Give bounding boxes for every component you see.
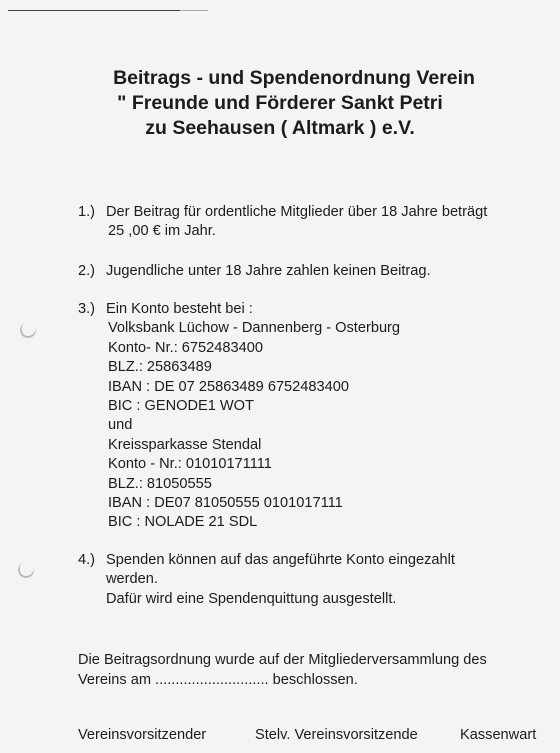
- title-line-1: Beitrags - und Spendenordnung Verein: [113, 67, 475, 89]
- item-line: Jugendliche unter 18 Jahre zahlen keinen Beitrag.: [106, 263, 431, 279]
- item-text: [106, 551, 455, 609]
- item-number: 3.): [78, 301, 96, 317]
- item-text: [106, 300, 400, 533]
- bank-code: BLZ.: 81050555: [108, 475, 212, 492]
- item-number: 1.): [78, 204, 96, 220]
- iban: IBAN : DE 07 25863489 6752483400: [108, 378, 349, 395]
- top-rule-line: [8, 10, 180, 11]
- item-line: 25 ,00 € im Jahr.: [108, 223, 216, 240]
- item-intro: Ein Konto besteht bei :: [106, 301, 253, 317]
- bank-name: Kreissparkasse Stendal: [108, 436, 262, 453]
- signature-treasurer: Kassenwart: [460, 727, 537, 743]
- bank-code: BLZ.: 25863489: [108, 359, 212, 376]
- closing-line-1: Die Beitragsordnung wurde auf der Mitgliederversammlung des: [78, 652, 487, 668]
- title-line-2: " Freunde und Förderer Sankt Petri: [117, 92, 443, 114]
- signature-chair: Vereinsvorsitzender: [78, 727, 207, 743]
- item-line: Spenden können auf das angeführte Konto eingezahlt: [106, 552, 455, 568]
- punch-hole-mark: [16, 560, 37, 581]
- title-line-3: zu Seehausen ( Altmark ) e.V.: [145, 117, 415, 139]
- item-text: [106, 262, 431, 281]
- account-number: Konto - Nr.: 01010171111: [108, 456, 272, 473]
- item-number: 2.): [78, 263, 96, 279]
- signature-vice-chair: Stelv. Vereinsvorsitzende: [255, 727, 418, 743]
- item-number: 4.): [78, 552, 96, 568]
- item-text: [106, 203, 487, 242]
- closing-line-2: Vereins am ............................ beschlossen.: [78, 672, 358, 688]
- item-line: werden.: [106, 571, 158, 588]
- iban: IBAN : DE07 81050555 0101017111: [108, 495, 343, 512]
- closing-statement: [78, 650, 487, 690]
- item-line: Der Beitrag für ordentliche Mitglieder über 18 Jahre beträgt: [106, 204, 488, 220]
- item-line: Dafür wird eine Spendenquittung ausgestellt.: [106, 590, 397, 607]
- connector-word: und: [108, 417, 133, 434]
- punch-hole-mark: [18, 320, 39, 341]
- top-rule-faint-line: [180, 10, 208, 11]
- bank-name: Volksbank Lüchow - Dannenberg - Osterburg: [108, 320, 401, 337]
- account-number: Konto- Nr.: 6752483400: [108, 339, 263, 356]
- bic: BIC : NOLADE 21 SDL: [108, 514, 258, 531]
- bic: BIC : GENODE1 WOT: [108, 398, 254, 415]
- document-title: [0, 66, 560, 141]
